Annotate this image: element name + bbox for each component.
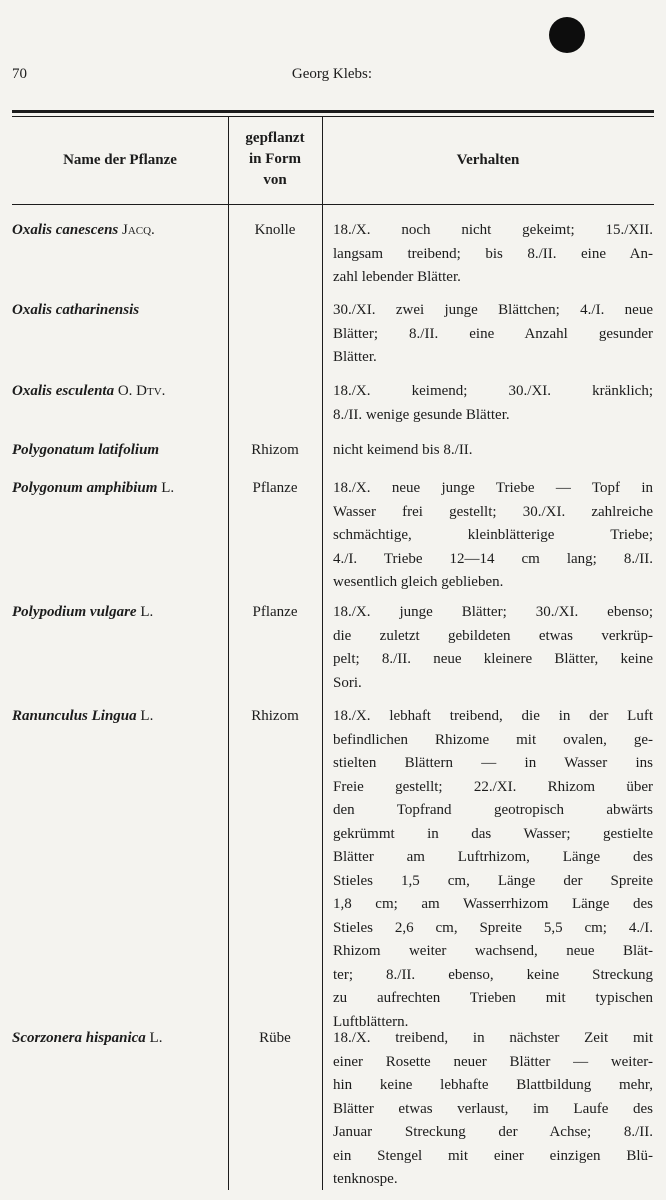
plant-name: [12, 220, 226, 240]
behaviour-line: gekrümmt in das Wasser; gestielte: [333, 825, 653, 842]
plant-author: L.: [140, 708, 154, 724]
page-number: 70: [12, 66, 27, 82]
behaviour-text: [333, 439, 653, 463]
behaviour-line: 18./X. neue junge Triebe — Topf in: [333, 480, 653, 496]
table-top-rule: [12, 110, 654, 113]
behaviour-text: [333, 1027, 653, 1192]
running-head-author: Georg Klebs:: [291, 66, 373, 82]
behaviour-line: zahl lebender Blätter.: [333, 269, 461, 285]
behaviour-line: 30./XI. zwei junge Blättchen; 4./I. neue: [333, 302, 653, 318]
planting-form: Rhizom: [251, 442, 299, 458]
behaviour-line: Luftblättern.: [333, 1013, 409, 1030]
behaviour-line: Januar Streckung der Achse; 8./II.: [333, 1124, 653, 1140]
behaviour-line: Blätter etwas verlaust, im Laufe des: [333, 1100, 653, 1117]
plant-author: O. Dtv.: [117, 383, 166, 399]
table-top-rule-thin: [12, 116, 654, 117]
column-header-form: gepflanzt in Form von: [245, 130, 305, 188]
plant-name: [12, 381, 226, 401]
planting-form: Rhizom: [251, 708, 299, 724]
plant-species: Oxalis esculenta: [12, 383, 115, 399]
plant-species: Polypodium vulgare: [12, 604, 137, 620]
column-divider-2: [322, 116, 323, 1190]
behaviour-line: 18./X. lebhaft treibend, die in der Luft: [333, 708, 653, 724]
plant-author: L.: [149, 1030, 163, 1046]
behaviour-line: den Topfrand geotropisch abwärts: [333, 802, 653, 818]
plant-name: [12, 602, 226, 622]
plant-species: Oxalis catharinensis: [12, 302, 140, 318]
column-header-behaviour: Verhalten: [456, 152, 520, 168]
behaviour-line: 18./X. treibend, in nächster Zeit mit: [333, 1030, 653, 1046]
behaviour-line: 8./II. wenige gesunde Blätter.: [333, 406, 510, 423]
behaviour-line: Sori.: [333, 674, 362, 691]
plant-species: Ranunculus Lingua: [12, 708, 137, 724]
column-header-name: Name der Pflanze: [63, 152, 177, 168]
ink-blot: [549, 17, 585, 53]
plant-name: [12, 478, 226, 498]
behaviour-line: zu aufrechten Trieben mit typischen: [333, 990, 653, 1006]
planting-form: Pflanze: [252, 480, 298, 496]
behaviour-line: schmächtige, kleinblätterige Triebe;: [333, 527, 653, 543]
behaviour-line: die zuletzt gebildeten etwas verkrüp-: [333, 627, 653, 644]
behaviour-line: pelt; 8./II. neue kleinere Blätter, keine: [333, 651, 653, 667]
behaviour-line: ein Stengel mit einer einzigen Blü-: [333, 1147, 653, 1164]
behaviour-line: 1,8 cm; am Wasserrhizom Länge des: [333, 896, 653, 912]
behaviour-line: 18./X. junge Blätter; 30./XI. ebenso;: [333, 604, 653, 620]
behaviour-line: Rhizom weiter wachsend, neue Blät-: [333, 943, 653, 959]
behaviour-line: hin keine lebhafte Blattbildung mehr,: [333, 1077, 653, 1093]
behaviour-line: Stieles 2,6 cm, Spreite 5,5 cm; 4./I.: [333, 919, 653, 936]
behaviour-line: ter; 8./II. ebenso, keine Streckung: [333, 966, 653, 983]
plant-species: Scorzonera hispanica: [12, 1030, 146, 1046]
planting-form: Rübe: [259, 1030, 291, 1046]
plant-name: [12, 300, 226, 320]
behaviour-line: nicht keimend bis 8./II.: [333, 442, 473, 458]
plant-author: L.: [161, 480, 175, 496]
behaviour-line: einer Rosette neuer Blätter — weiter-: [333, 1053, 653, 1070]
behaviour-line: tenknospe.: [333, 1171, 398, 1187]
planting-form: Pflanze: [252, 604, 298, 620]
behaviour-text: [333, 705, 653, 1034]
behaviour-line: Stieles 1,5 cm, Länge der Spreite: [333, 872, 653, 889]
page-header: [12, 66, 652, 90]
behaviour-text: [333, 219, 653, 290]
behaviour-line: Blätter.: [333, 349, 377, 365]
behaviour-line: Blätter; 8./II. eine Anzahl gesunder: [333, 325, 653, 342]
behaviour-line: 4./I. Triebe 12—14 cm lang; 8./II.: [333, 550, 653, 567]
behaviour-line: befindlichen Rhizome mit ovalen, ge-: [333, 731, 653, 748]
plant-name: [12, 440, 226, 460]
table-header-rule: [12, 204, 654, 205]
planting-form: Knolle: [254, 222, 296, 238]
plant-author: L.: [140, 604, 154, 620]
plant-author: Jacq.: [122, 222, 155, 238]
behaviour-line: stielten Blättern — in Wasser ins: [333, 755, 653, 771]
plant-name: [12, 706, 226, 726]
behaviour-text: [333, 477, 653, 595]
behaviour-text: [333, 601, 653, 695]
behaviour-text: [333, 380, 653, 427]
behaviour-line: wesentlich gleich geblieben.: [333, 574, 504, 590]
behaviour-line: 18./X. noch nicht gekeimt; 15./XII.: [333, 222, 653, 238]
behaviour-line: langsam treibend; bis 8./II. eine An-: [333, 245, 653, 262]
plant-species: Oxalis canescens: [12, 222, 119, 238]
behaviour-line: Freie gestellt; 22./XI. Rhizom über: [333, 778, 653, 795]
behaviour-line: Blätter am Luftrhizom, Länge des: [333, 849, 653, 865]
behaviour-line: Wasser frei gestellt; 30./XI. zahlreiche: [333, 503, 653, 520]
plant-species: Polygonatum latifolium: [12, 442, 160, 458]
behaviour-text: [333, 299, 653, 370]
plant-name: [12, 1028, 226, 1048]
plant-species: Polygonum amphibium: [12, 480, 158, 496]
behaviour-line: 18./X. keimend; 30./XI. kränklich;: [333, 383, 653, 399]
